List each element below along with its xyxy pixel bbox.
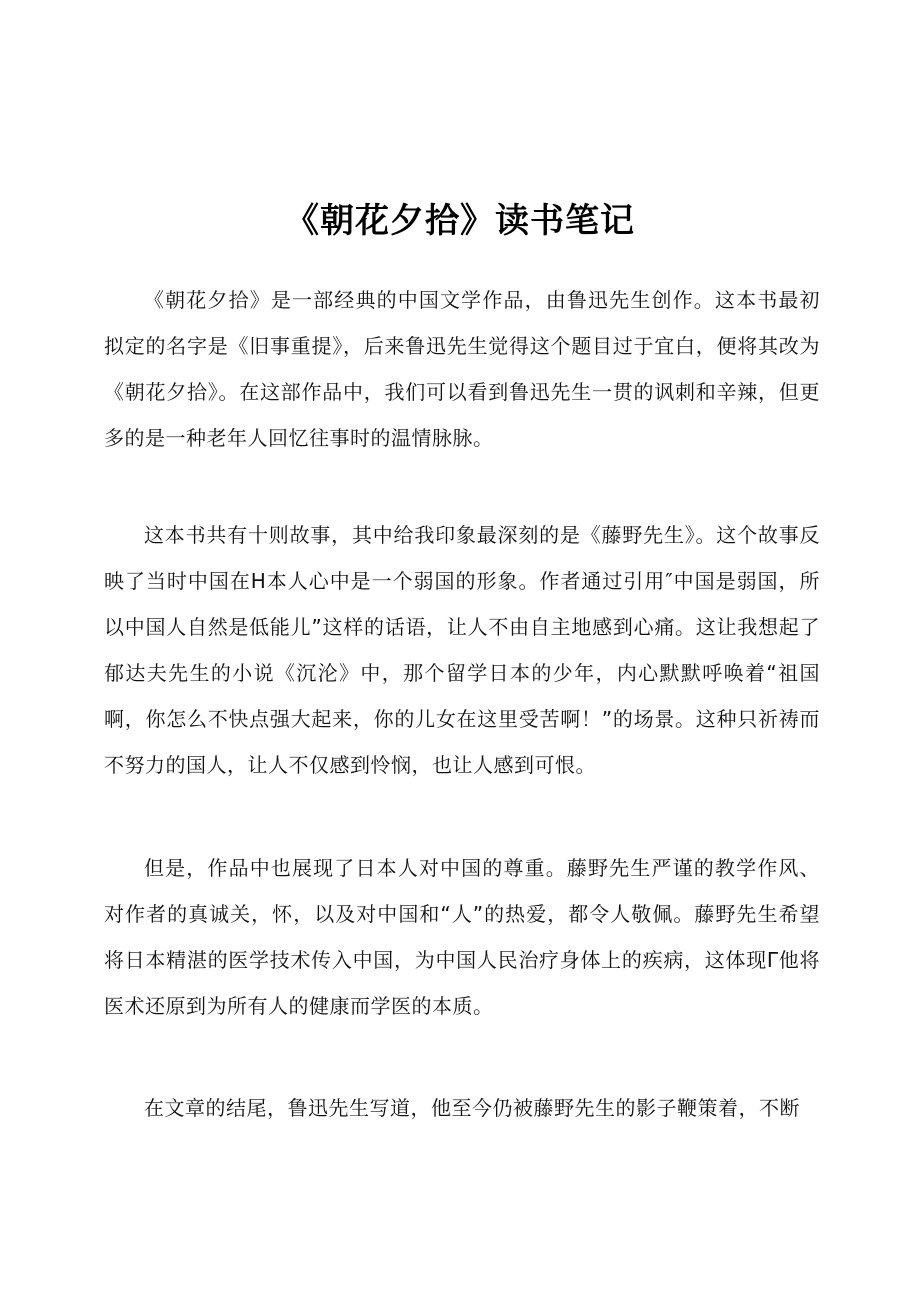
document-title: 《朝花夕拾》读书笔记 [285, 200, 635, 241]
paragraph-3: 但是，作品中也展现了日本人对中国的尊重。藤野先生严谨的教学作风、对作者的真诚关，怀，以及对中国和“人”的热爱，都令人敬佩。藤野先生希望将日本精湛的医学技术传入中国，为中国人民治疗身体上的疾病，这体现Γ他将医术还原到为所有人的健康而学医的本质。 [104, 856, 820, 1018]
paragraph-4: 在文章的结尾，鲁迅先生写道，他至今仍被藤野先生的影子鞭策着，不断 [144, 1096, 800, 1120]
paragraph-2: 这本书共有十则故事，其中给我印象最深刻的是《藤野先生》。这个故事反映了当时中国在H本人心中是一个弱国的形象。作者通过引用″中国是弱国，所以中国人自然是低能儿”这样的话语，让人不由自主地感到心痛。这让我想起了郁达夫先生的小说《沉沦》中，那个留学日本的少年，内心默默呼唤着“祖国啊，你怎么不快点强大起来，你的儿女在这里受苦啊！”的场景。这种只祈祷而不努力的国人，让人不仅感到怜悯，也让人感到可恨。 [104, 523, 820, 777]
paragraph-1: 《朝花夕拾》是一部经典的中国文学作品，由鲁迅先生创作。这本书最初拟定的名字是《旧事重提》，后来鲁迅先生觉得这个题目过于宜白，便将其改为《朝花夕拾》。在这部作品中，我们可以看到鲁迅先生一贯的讽刺和辛辣，但更多的是一种老年人回忆往事时的温情脉脉。 [104, 288, 820, 450]
